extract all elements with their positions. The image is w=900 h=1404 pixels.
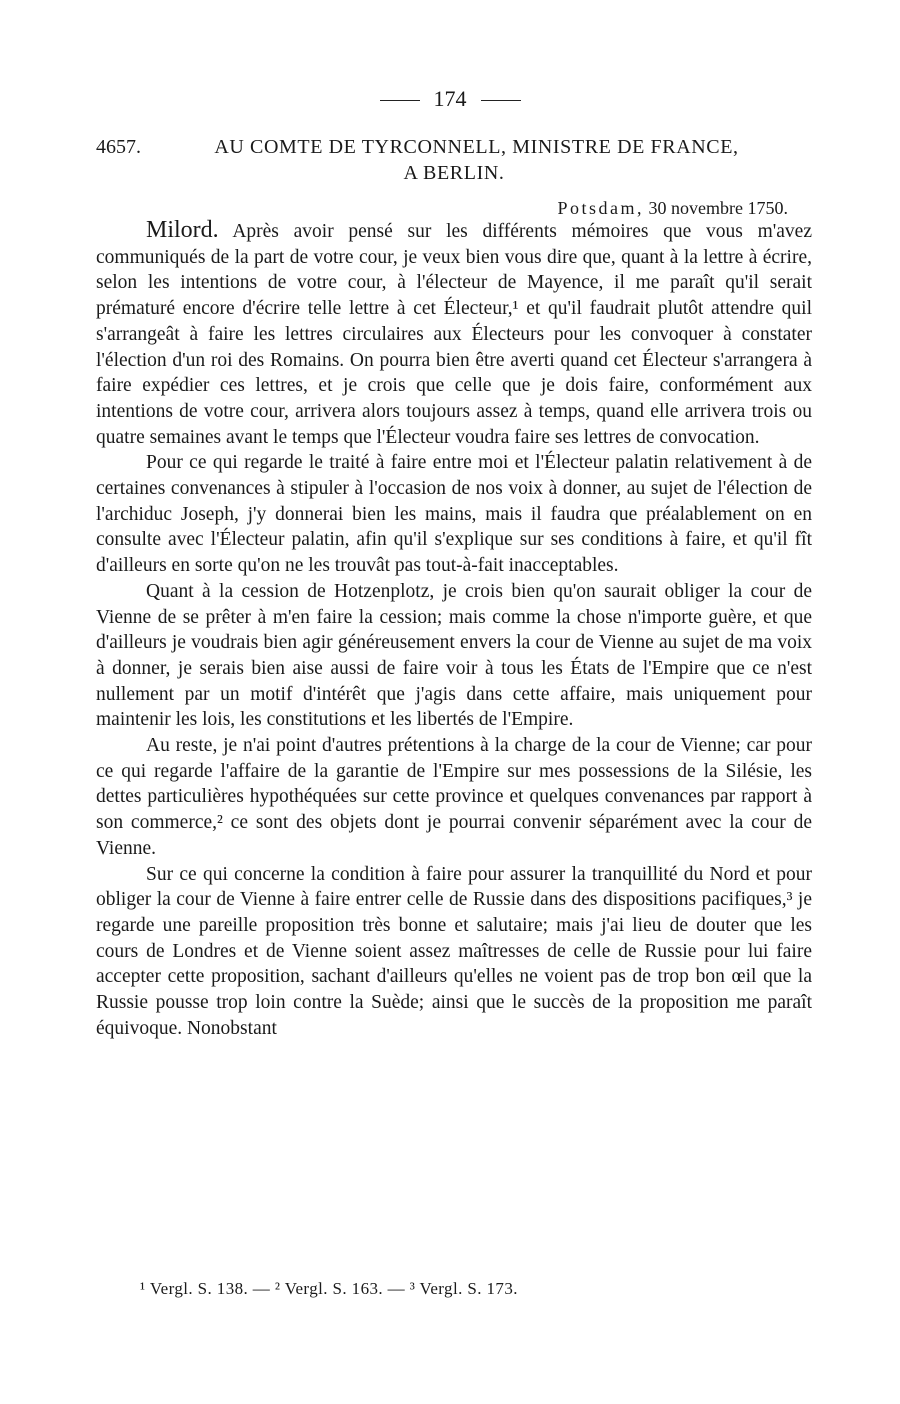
header-rule-left xyxy=(380,100,420,101)
page-number: 174 xyxy=(433,86,467,111)
dateline-date: 30 novembre 1750. xyxy=(648,198,788,218)
paragraph: Pour ce qui regarde le traité à faire entre moi et l'Électeur palatin relativement à de certaines convenances à stipuler à l'occasion de nos voix à donner, au sujet de l'élection de l'archiduc Joseph, j'y donnerai bien les mains, mais il faudra que préalablement on en consulte avec l'Électeur palatin, afin qu'il s'explique sur ses conditions à faire, et qu'il fît d'ailleurs en sorte qu'on ne les trouvât pas tout-à-fait inacceptables. xyxy=(96,452,812,577)
paragraph: Sur ce qui concerne la condition à faire pour assurer la tranquillité du Nord et pour obliger la cour de Vienne à faire entrer celle de Russie dans des dispositions pacifiques,³ je regarde une pareille proposition très bonne et salutaire; mais j'ai lieu de douter que les cours de Londres et de Vienne soient assez maîtresses de celle de Russie pour lui faire accepter cette proposition, sachant d'ailleurs qu'elles ne voient pas de trop bon œil que la Russie pousse trop loin contre la Suède; ainsi que le succès de la proposition me paraît équivoque. Nonobstant xyxy=(96,863,812,1039)
footnotes: ¹ Vergl. S. 138. — ² Vergl. S. 163. — ³ Vergl. S. 173. xyxy=(140,1279,518,1298)
salutation: Milord. xyxy=(146,217,219,243)
paragraph: Au reste, je n'ai point d'autres prétentions à la charge de la cour de Vienne; car pour ce qui regarde l'affaire de la garantie de l'Empire sur mes possessions de la Silésie, les dettes particulières hypothéquées sur cette province et quelques convenances par rapport à son commerce,² ce sont des objets dont je pourrai convenir séparément avec la cour de Vienne. xyxy=(96,735,812,859)
letter-heading-line2: A BERLIN. xyxy=(403,162,505,184)
letter-recipient: AU COMTE DE TYRCONNELL, MINISTRE DE FRANCE, xyxy=(214,136,739,158)
paragraph-text: Après avoir pensé sur les différents mémoires que vous m'avez communiqués de la part de votre cour, je veux bien vous dire que, quant à la lettre à écrire, selon les intentions de votre cour, à l'électeur de Mayence, il me paraît qu'il serait prématuré encore d'écrire telle lettre à cet Électeur,¹ et qu'il faudrait plutôt attendre quil s'arrangeât à faire les lettres circulaires aux Électeurs pour les convoquer à constater l'élection d'un roi des Romains. On pourra bien être averti quand cet Électeur s'arrangera à faire expédier ces lettres, et je crois que celle que je dois faire, conformément aux intentions de votre cour, arrivera alors toujours assez à temps, quand elle arrivera trois ou quatre semaines avant le temps que l'Électeur voudra faire ses lettres de convocation. xyxy=(96,221,812,448)
letter-number: 4657. xyxy=(96,136,141,158)
letter-body xyxy=(96,218,812,1042)
paragraph: Quant à la cession de Hotzenplotz, je crois bien qu'on saurait obliger la cour de Vienne de se prêter à m'en faire la cession; mais comme la chose n'importe guère, et que d'ailleurs je voudrais bien agir généreusement envers la cour de Vienne au sujet de ma voix à donner, je serais bien aise aussi de faire voir à tous les États de l'Empire que ce n'est nullement par un motif d'intérêt que j'agis dans cette affaire, mais uniquement pour maintenir les lois, les constitutions et les libertés de l'Empire. xyxy=(96,580,812,731)
header-rule-right xyxy=(481,100,521,101)
paragraph xyxy=(96,218,812,450)
letter-heading xyxy=(96,134,812,186)
dateline xyxy=(558,196,789,220)
dateline-place: Potsdam, xyxy=(557,198,645,218)
page-header xyxy=(0,84,900,114)
letter-heading-line1 xyxy=(96,134,812,160)
